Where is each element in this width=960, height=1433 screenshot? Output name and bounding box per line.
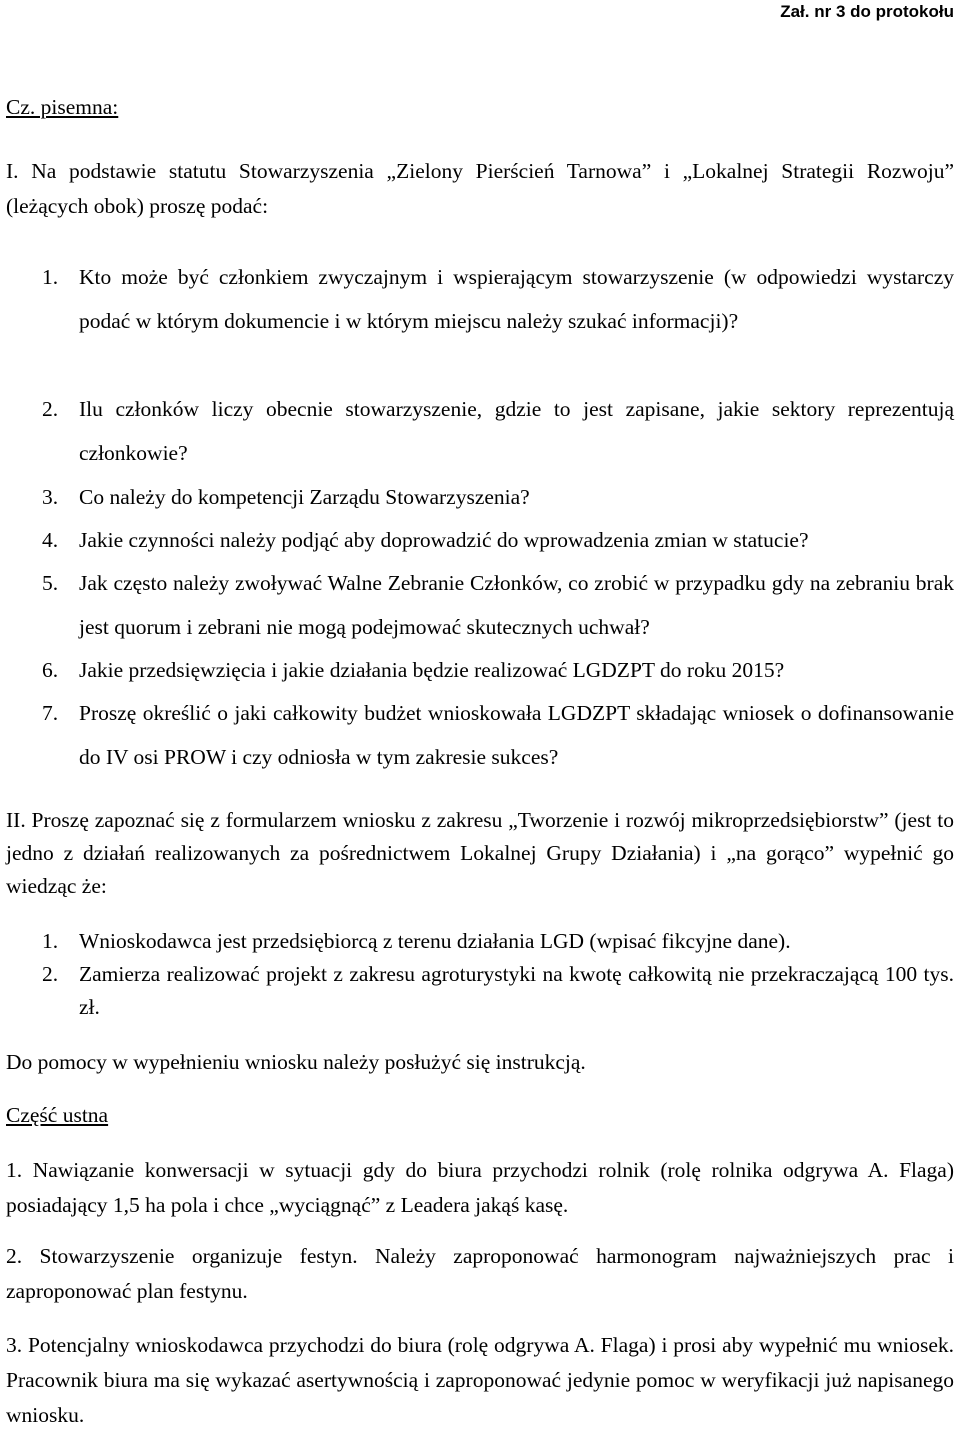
section-2-item-2 (42, 958, 954, 1024)
item-text: Jakie przedsięwzięcia i jakie działania będzie realizować LGDZPT do roku 2015? (79, 658, 785, 682)
section-1-item-5 (42, 561, 954, 649)
item-text: Wnioskodawca jest przedsiębiorcą z terenu działania LGD (wpisać fikcyjne dane). (79, 929, 791, 953)
item-number: 2. (42, 962, 59, 986)
section-2-item-1 (42, 925, 954, 958)
section-1-item-2 (42, 387, 954, 475)
item-number: 1. (42, 929, 59, 953)
item-text: Ilu członków liczy obecnie stowarzyszenie, gdzie to jest zapisane, jakie sektory reprezentują członkowie? (79, 397, 954, 465)
section-1-intro: I. Na podstawie statutu Stowarzyszenia „Zielony Pierścień Tarnowa” i „Lokalnej Strategii Rozwoju” (leżących obok) proszę podać: (6, 159, 954, 218)
item-number: 6. (42, 658, 59, 682)
section-1-item-3 (42, 475, 954, 519)
oral-task-2: 2. Stowarzyszenie organizuje festyn. Należy zaproponować harmonogram najważniejszych prac i zaproponować plan festynu. (6, 1244, 954, 1303)
item-text: Jak często należy zwoływać Walne Zebranie Członków, co zrobić w przypadku gdy na zebraniu brak jest quorum i zebrani nie mogą podejmować skutecznych uchwał? (79, 571, 954, 639)
written-part-heading: Cz. pisemna: (6, 95, 119, 119)
item-text: Co należy do kompetencji Zarządu Stowarzyszenia? (79, 485, 530, 509)
item-number: 1. (42, 265, 59, 289)
item-number: 2. (42, 397, 59, 421)
item-number: 4. (42, 528, 59, 552)
item-text: Proszę określić o jaki całkowity budżet wnioskowała LGDZPT składając wniosek o dofinansowanie do IV osi PROW i czy odniosła w tym zakresie sukces? (79, 701, 954, 769)
help-note: Do pomocy w wypełnieniu wniosku należy posłużyć się instrukcją. (6, 1050, 586, 1074)
item-text: Jakie czynności należy podjąć aby doprowadzić do wprowadzenia zmian w statucie? (79, 528, 809, 552)
section-2-intro: II. Proszę zapoznać się z formularzem wniosku z zakresu „Tworzenie i rozwój mikroprzedsiębiorstw” (jest to jedno z działań realizowanych za pośrednictwem Lokalnej Grupy Działania) i „na gorąco” wypełnić go wiedząc że: (6, 808, 954, 898)
oral-part-heading: Część ustna (6, 1103, 109, 1127)
item-number: 3. (42, 485, 59, 509)
section-1-item-7 (42, 691, 954, 779)
oral-task-3: 3. Potencjalny wnioskodawca przychodzi do biura (rolę odgrywa A. Flaga) i prosi aby wypełnić mu wniosek. Pracownik biura ma się wykazać asertywnością i zaproponować jedynie pomoc w weryfikacji już napisanego wniosku. (6, 1333, 954, 1427)
oral-task-1: 1. Nawiązanie konwersacji w sytuacji gdy do biura przychodzi rolnik (rolę rolnika odgrywa A. Flaga) posiadający 1,5 ha pola i chce „wyciągnąć” z Leadera jakąś kasę. (6, 1158, 954, 1217)
section-1-item-4 (42, 518, 954, 562)
item-text: Zamierza realizować projekt z zakresu agroturystyki na kwotę całkowitą nie przekraczającą 100 tys. zł. (79, 962, 954, 1019)
item-number: 7. (42, 701, 59, 725)
section-1-item-6 (42, 648, 954, 692)
section-1-item-1 (42, 255, 954, 343)
item-number: 5. (42, 571, 59, 595)
item-text: Kto może być członkiem zwyczajnym i wspierającym stowarzyszenie (w odpowiedzi wystarczy podać w którym dokumencie i w którym miejscu należy szukać informacji)? (79, 265, 954, 333)
attachment-header: Zał. nr 3 do protokołu (780, 2, 954, 21)
